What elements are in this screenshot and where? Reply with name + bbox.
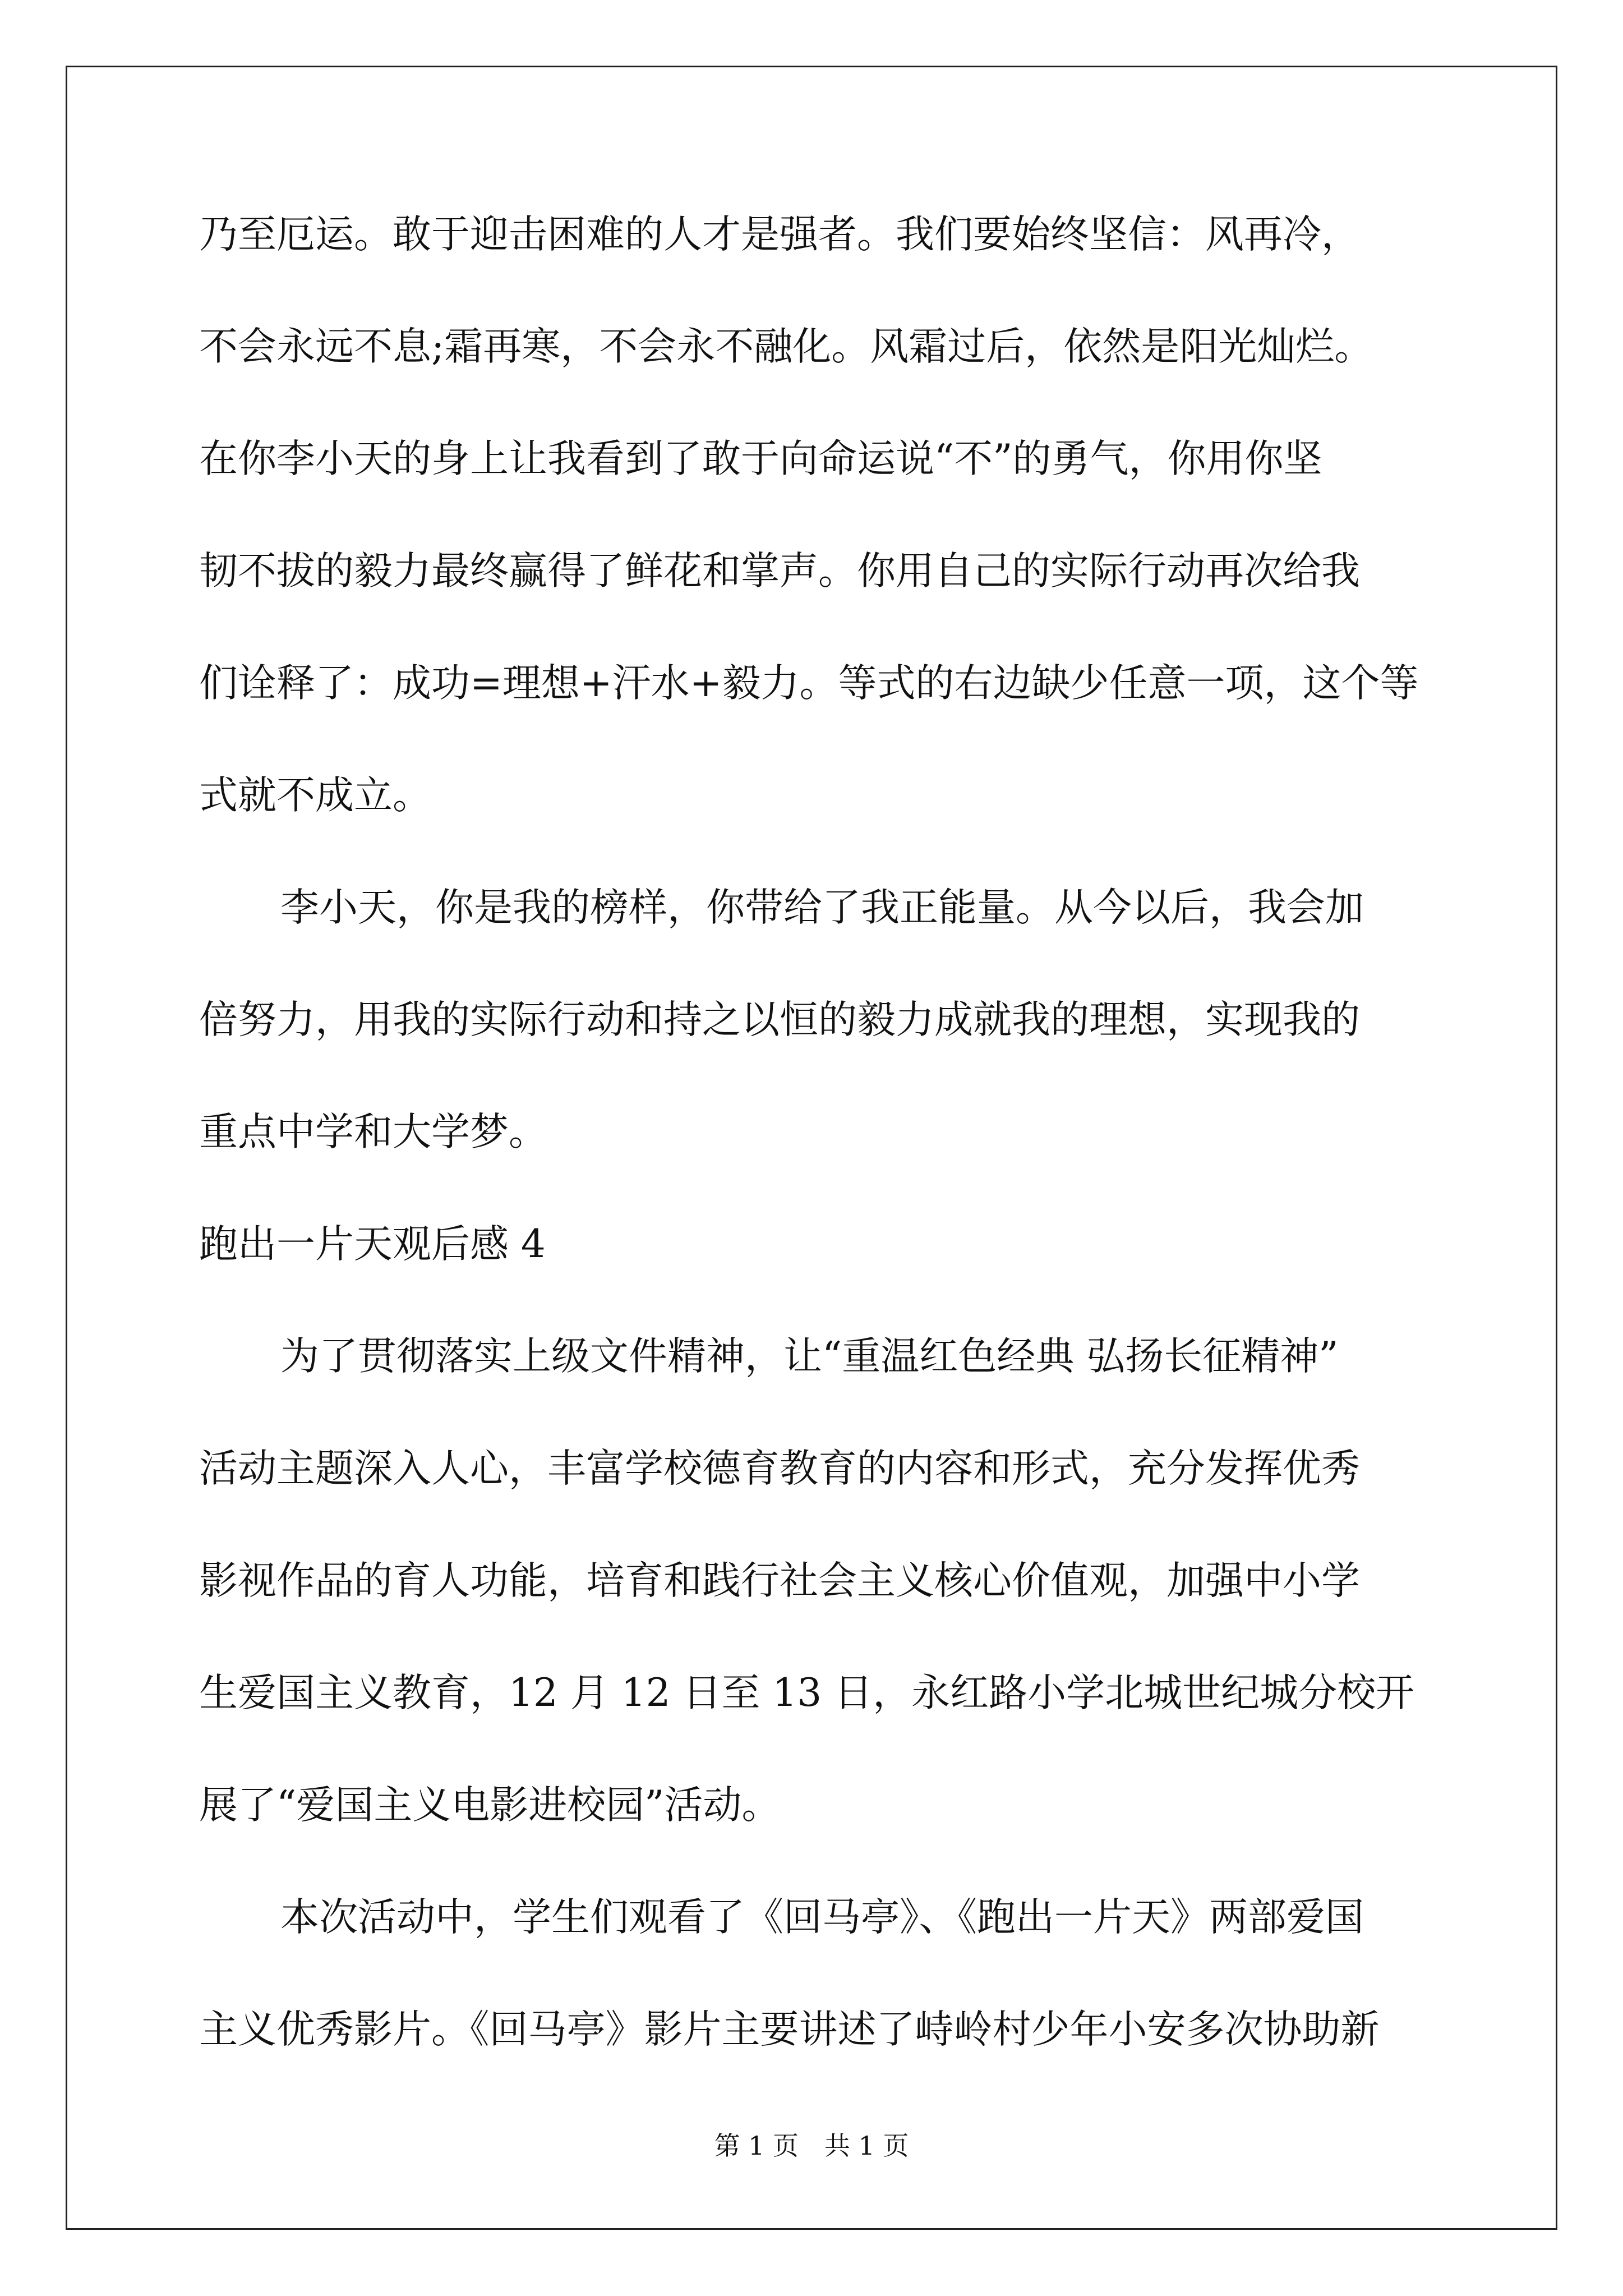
document-body bbox=[199, 178, 1433, 2086]
text-line: 生爱国主义教育，12 月 12 日至 13 日，永红路小学北城世纪城分校开 bbox=[199, 1671, 1415, 1715]
paragraph-start-line: 为了贯彻落实上级文件精神，让“重温红色经典 弘扬长征精神” bbox=[280, 1334, 1339, 1379]
text-line: 展了“爱国主义电影进校园”活动。 bbox=[199, 1783, 781, 1828]
paragraph-start-line: 本次活动中，学生们观看了《回马亭》、《跑出一片天》两部爱国 bbox=[280, 1895, 1364, 1940]
page-footer: 第 1 页 共 1 页 bbox=[714, 2131, 909, 2161]
text-line: 活动主题深入人心，丰富学校德育教育的内容和形式，充分发挥优秀 bbox=[199, 1446, 1360, 1491]
text-line: 式就不成立。 bbox=[199, 773, 431, 818]
text-line: 不会永远不息;霜再寒，不会永不融化。风霜过后，依然是阳光灿烂。 bbox=[199, 324, 1373, 369]
text-line: 主义优秀影片。《回马亭》影片主要讲述了峙岭村少年小安多次协助新 bbox=[199, 2007, 1380, 2052]
paragraph-start-line: 李小天，你是我的榜样，你带给了我正能量。从今以后，我会加 bbox=[280, 885, 1364, 930]
text-line: 倍努力，用我的实际行动和持之以恒的毅力成就我的理想，实现我的 bbox=[199, 997, 1360, 1042]
text-line: 们诠释了：成功=理想+汗水+毅力。等式的右边缺少任意一项，这个等 bbox=[199, 661, 1419, 706]
text-line: 韧不拔的毅力最终赢得了鲜花和掌声。你用自己的实际行动再次给我 bbox=[199, 549, 1360, 593]
text-line: 影视作品的育人功能，培育和践行社会主义核心价值观，加强中小学 bbox=[199, 1558, 1360, 1603]
text-line: 重点中学和大学梦。 bbox=[199, 1110, 547, 1154]
section-heading: 跑出一片天观后感 4 bbox=[199, 1222, 546, 1267]
text-line: 乃至厄运。敢于迎击困难的人才是强者。我们要始终坚信：风再冷， bbox=[199, 212, 1360, 257]
text-line: 在你李小天的身上让我看到了敢于向命运说“不”的勇气，你用你坚 bbox=[199, 436, 1322, 481]
